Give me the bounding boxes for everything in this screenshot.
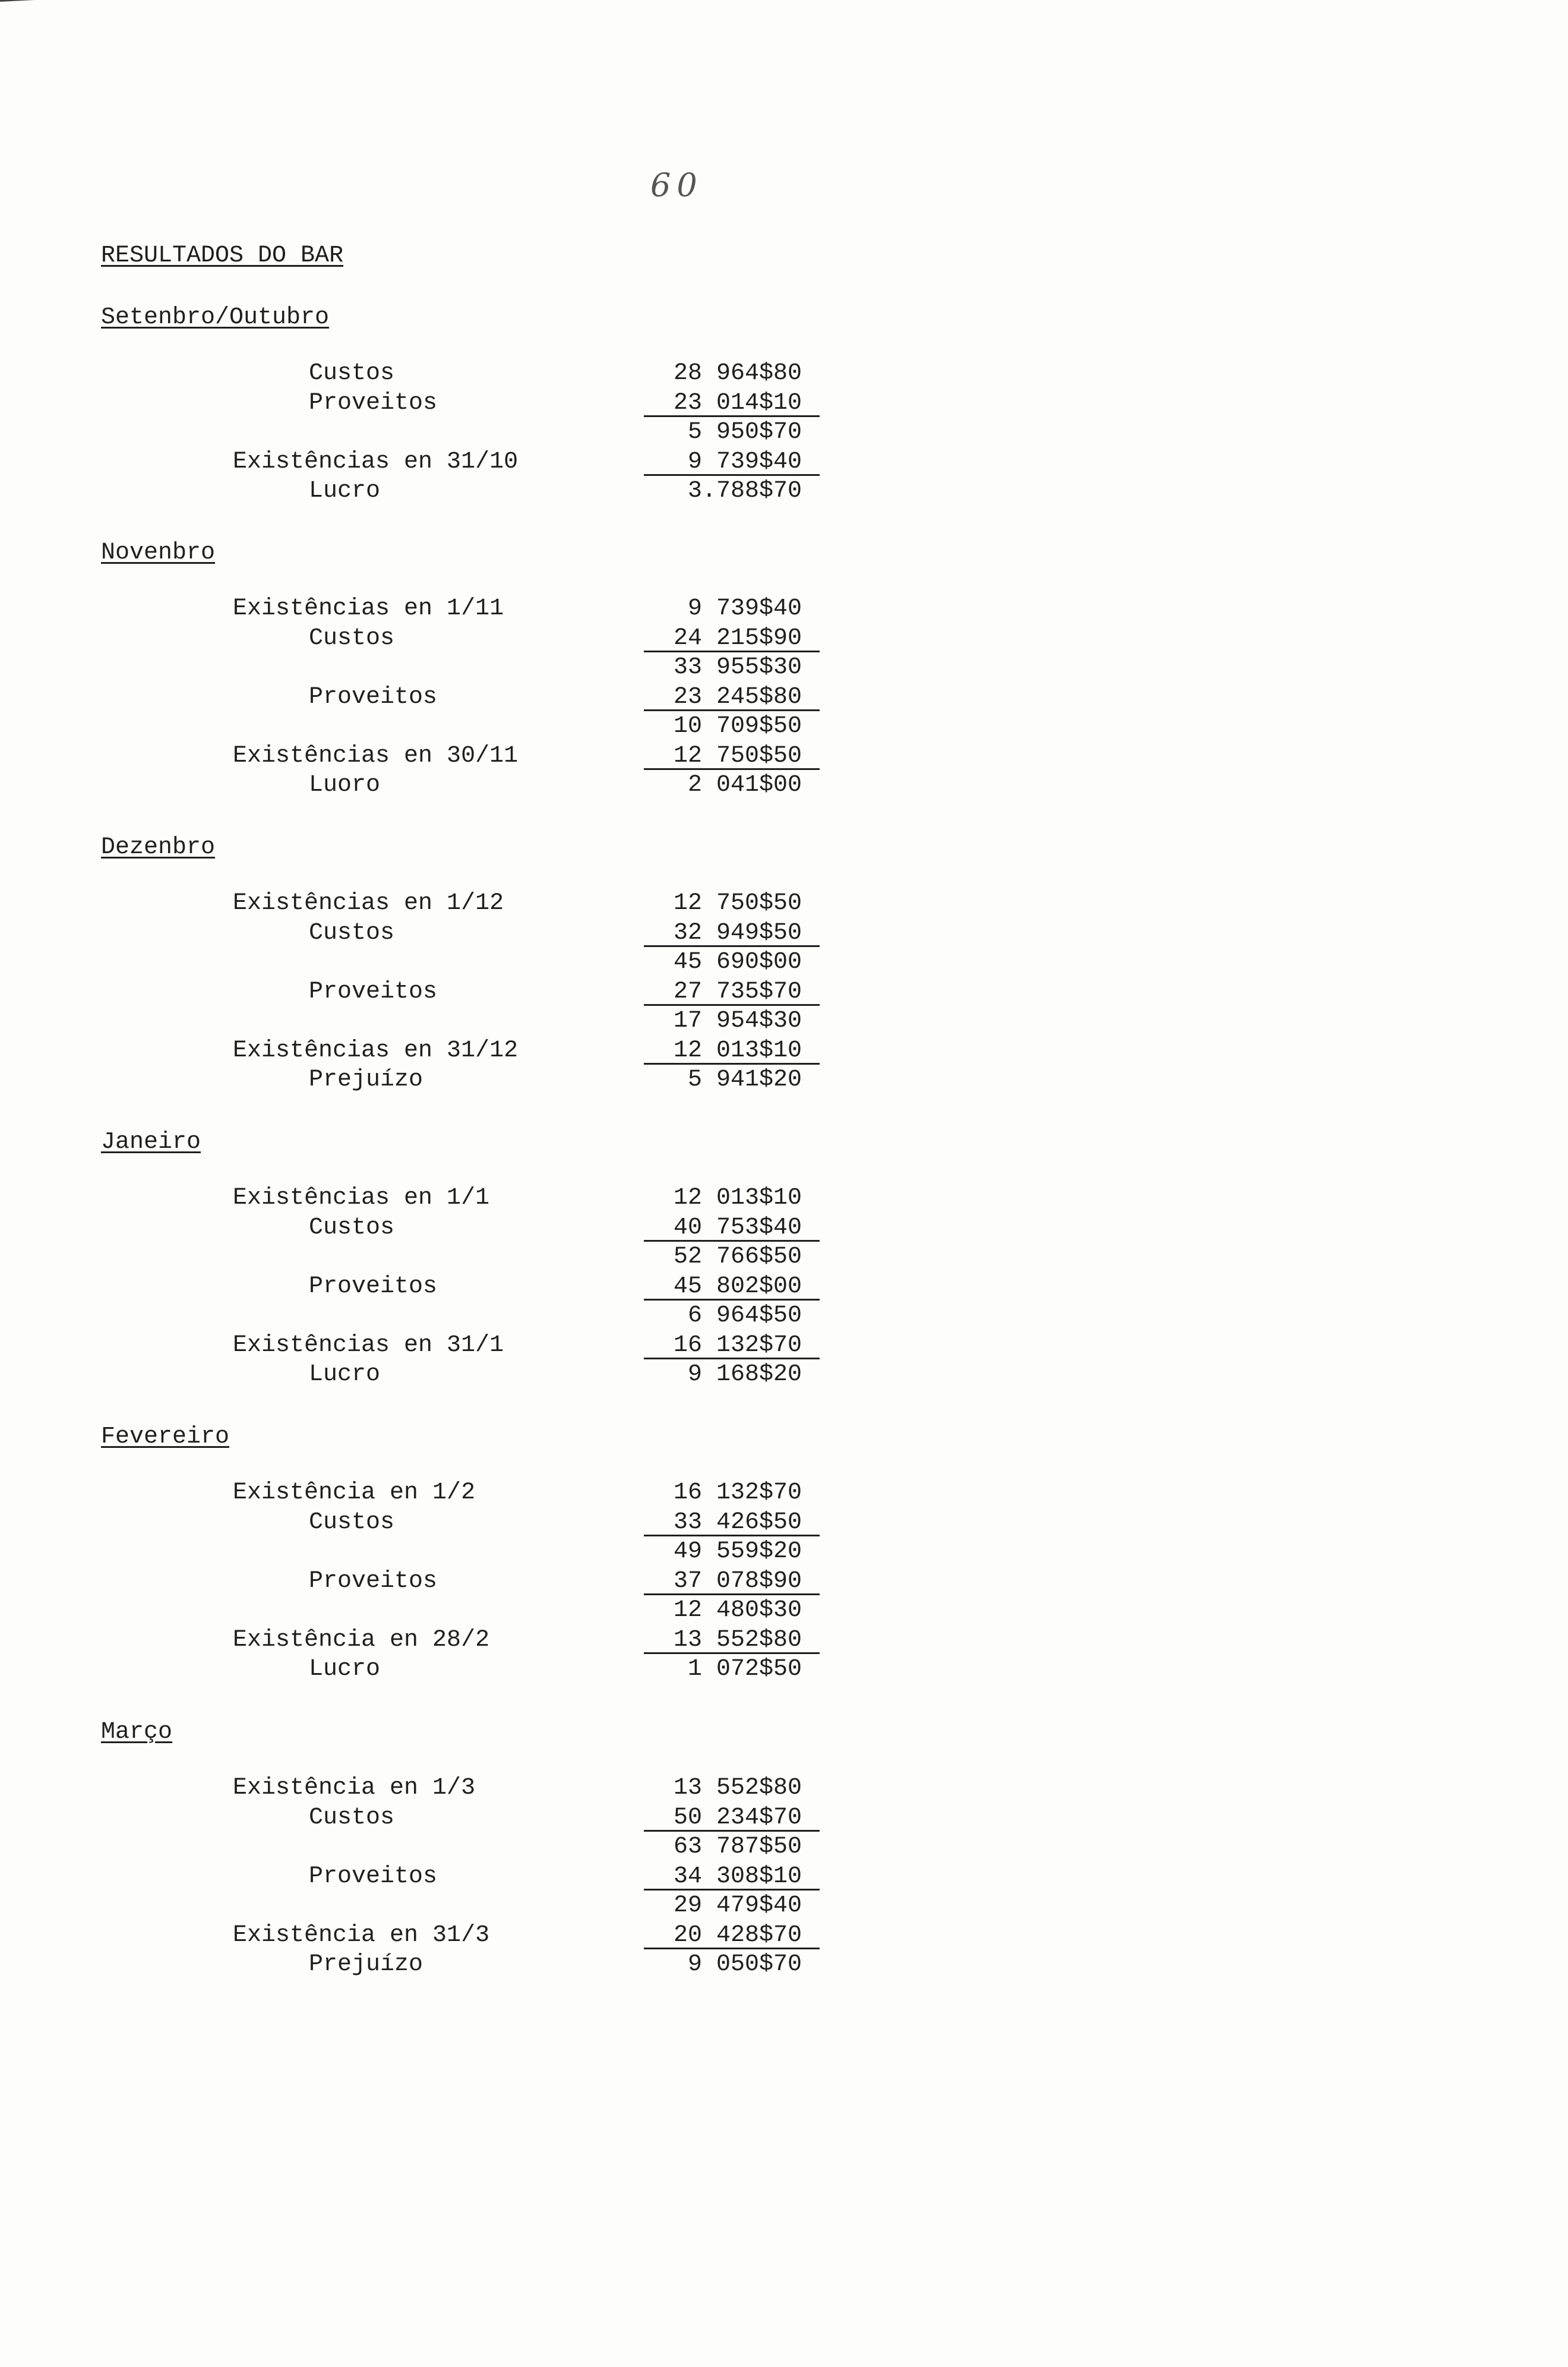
ledger-amount: 33 955$30 bbox=[673, 654, 802, 681]
ledger-row bbox=[0, 1655, 1568, 1684]
ledger-amount: 12 013$10 bbox=[641, 1036, 802, 1066]
ledger-amount: 9 739$40 bbox=[641, 447, 802, 477]
ledger-row bbox=[0, 1301, 1568, 1331]
month-title: Setenbro/Outubro bbox=[101, 304, 330, 331]
ledger-amount: 9 050$70 bbox=[687, 1951, 802, 1978]
ledger-amount: 63 787$50 bbox=[673, 1833, 802, 1860]
ledger-amount: 45 690$00 bbox=[673, 949, 802, 976]
ledger-row bbox=[0, 1184, 1568, 1213]
ledger-row bbox=[0, 624, 1568, 654]
ledger-amount: 2 041$00 bbox=[687, 772, 802, 799]
ledger-label: Lucro bbox=[309, 478, 381, 504]
ledger-row bbox=[0, 1508, 1568, 1538]
month-title: Janeiro bbox=[101, 1129, 201, 1156]
ledger-label: Existências en 31/12 bbox=[233, 1037, 519, 1064]
ledger-amount: 12 013$10 bbox=[673, 1185, 802, 1211]
ledger-rows bbox=[0, 1478, 1568, 1684]
ledger-amount: 16 132$70 bbox=[641, 1331, 802, 1361]
ledger-label: Proveitos bbox=[309, 1273, 438, 1300]
ledger-label: Custos bbox=[309, 1508, 395, 1536]
ledger-label: Existências en 30/11 bbox=[233, 742, 519, 769]
month-title: Dezenbro bbox=[101, 834, 216, 861]
ledger-amount: 23 245$80 bbox=[641, 683, 802, 712]
ledger-label: Custos bbox=[309, 1804, 395, 1831]
ledger-amount: 10 709$50 bbox=[673, 713, 802, 740]
ledger-label: Existências en 1/12 bbox=[233, 890, 504, 917]
ledger-row bbox=[0, 1950, 1568, 1980]
month-title: Fevereiro bbox=[101, 1424, 230, 1450]
ledger-row bbox=[0, 948, 1568, 977]
ledger-row bbox=[0, 1272, 1568, 1302]
ledger-row bbox=[0, 1478, 1568, 1508]
ledger-amount: 27 735$70 bbox=[641, 977, 802, 1007]
ledger-label: Luoro bbox=[309, 772, 381, 799]
ledger-label: Lucro bbox=[309, 1361, 381, 1388]
ledger-row bbox=[0, 919, 1568, 948]
ledger-row bbox=[0, 1006, 1568, 1036]
ledger-row bbox=[0, 1537, 1568, 1567]
ledger-amount: 33 426$50 bbox=[641, 1508, 802, 1538]
ledger-label: Lucro bbox=[309, 1656, 381, 1683]
corner-pen-mark bbox=[0, 0, 83, 8]
month-title: Novenbro bbox=[101, 539, 216, 566]
ledger-row bbox=[0, 418, 1568, 447]
ledger-label: Proveitos bbox=[309, 978, 438, 1005]
page-number: 60 bbox=[650, 166, 703, 204]
ledger-row bbox=[0, 1803, 1568, 1833]
ledger-label: Existências en 31/10 bbox=[233, 448, 519, 475]
ledger-label: Existência en 28/2 bbox=[233, 1626, 490, 1653]
ledger-rows bbox=[0, 594, 1568, 800]
ledger-label: Existência en 1/3 bbox=[233, 1775, 476, 1801]
ledger-rows bbox=[0, 1773, 1568, 1980]
ledger-row bbox=[0, 1567, 1568, 1596]
ledger-label: Custos bbox=[309, 624, 395, 652]
ledger-amount: 52 766$50 bbox=[673, 1244, 802, 1270]
ledger-label: Proveitos bbox=[309, 683, 438, 711]
ledger-amount: 5 950$70 bbox=[687, 419, 802, 446]
ledger-amount: 13 552$80 bbox=[673, 1775, 802, 1801]
ledger-label: Custos bbox=[309, 360, 395, 387]
ledger-row bbox=[0, 359, 1568, 389]
ledger-row bbox=[0, 771, 1568, 800]
ledger-amount: 1 072$50 bbox=[687, 1656, 802, 1683]
ledger-amount: 5 941$20 bbox=[687, 1066, 802, 1093]
ledger-amount: 24 215$90 bbox=[641, 624, 802, 654]
ledger-row bbox=[0, 1242, 1568, 1272]
ledger-label: Proveitos bbox=[309, 1863, 438, 1890]
ledger-amount: 9 168$20 bbox=[687, 1361, 802, 1388]
ledger-row bbox=[0, 476, 1568, 506]
ledger-row bbox=[0, 447, 1568, 477]
ledger-row bbox=[0, 683, 1568, 712]
ledger-row bbox=[0, 1213, 1568, 1243]
ledger-amount: 45 802$00 bbox=[641, 1272, 802, 1302]
ledger-amount: 34 308$10 bbox=[641, 1862, 802, 1892]
ledger-label: Custos bbox=[309, 1214, 395, 1241]
ledger-amount: 32 949$50 bbox=[641, 919, 802, 948]
ledger-row bbox=[0, 1773, 1568, 1803]
ledger-label: Existência en 1/2 bbox=[233, 1479, 476, 1506]
ledger-amount: 28 964$80 bbox=[673, 360, 802, 387]
ledger-label: Proveitos bbox=[309, 389, 438, 416]
ledger-amount: 49 559$20 bbox=[673, 1538, 802, 1565]
ledger-row bbox=[0, 1596, 1568, 1626]
ledger-amount: 12 750$50 bbox=[673, 890, 802, 917]
ledger-amount: 3.788$70 bbox=[687, 478, 802, 504]
ledger-label: Existências en 1/11 bbox=[233, 595, 504, 622]
ledger-row bbox=[0, 389, 1568, 418]
ledger-amount: 23 014$10 bbox=[641, 389, 802, 418]
ledger-rows bbox=[0, 359, 1568, 506]
ledger-row bbox=[0, 1065, 1568, 1095]
ledger-rows bbox=[0, 889, 1568, 1095]
ledger-label: Proveitos bbox=[309, 1567, 438, 1595]
ledger-row bbox=[0, 977, 1568, 1007]
ledger-amount: 37 078$90 bbox=[641, 1567, 802, 1596]
ledger-label: Prejuízo bbox=[309, 1951, 423, 1978]
ledger-amount: 12 480$30 bbox=[673, 1597, 802, 1624]
ledger-amount: 6 964$50 bbox=[687, 1302, 802, 1329]
ledger-row bbox=[0, 1036, 1568, 1066]
ledger-amount: 13 552$80 bbox=[641, 1626, 802, 1655]
ledger-row bbox=[0, 1626, 1568, 1655]
ledger-label: Custos bbox=[309, 919, 395, 946]
ledger-row bbox=[0, 1891, 1568, 1921]
ledger-label: Existência en 31/3 bbox=[233, 1921, 490, 1949]
ledger-row bbox=[0, 1331, 1568, 1361]
ledger-row bbox=[0, 1832, 1568, 1862]
ledger-amount: 17 954$30 bbox=[673, 1008, 802, 1034]
ledger-amount: 9 739$40 bbox=[687, 595, 802, 622]
ledger-amount: 40 753$40 bbox=[641, 1213, 802, 1243]
ledger-amount: 12 750$50 bbox=[641, 741, 802, 771]
ledger-row bbox=[0, 594, 1568, 624]
ledger-label: Existências en 1/1 bbox=[233, 1185, 490, 1211]
month-title: Março bbox=[101, 1719, 173, 1746]
ledger-row bbox=[0, 1862, 1568, 1892]
ledger-row bbox=[0, 1921, 1568, 1951]
ledger-label: Prejuízo bbox=[309, 1066, 423, 1093]
ledger-rows bbox=[0, 1184, 1568, 1390]
ledger-row bbox=[0, 653, 1568, 683]
ledger-amount: 29 479$40 bbox=[673, 1892, 802, 1919]
ledger-row bbox=[0, 741, 1568, 771]
ledger-row bbox=[0, 1360, 1568, 1390]
ledger-amount: 50 234$70 bbox=[641, 1803, 802, 1833]
ledger-row bbox=[0, 712, 1568, 741]
ledger-amount: 20 428$70 bbox=[641, 1921, 802, 1951]
ledger-label: Existências en 31/1 bbox=[233, 1331, 504, 1359]
ledger-amount: 16 132$70 bbox=[673, 1479, 802, 1506]
document-title: RESULTADOS DO BAR bbox=[101, 242, 344, 269]
ledger-row bbox=[0, 889, 1568, 919]
